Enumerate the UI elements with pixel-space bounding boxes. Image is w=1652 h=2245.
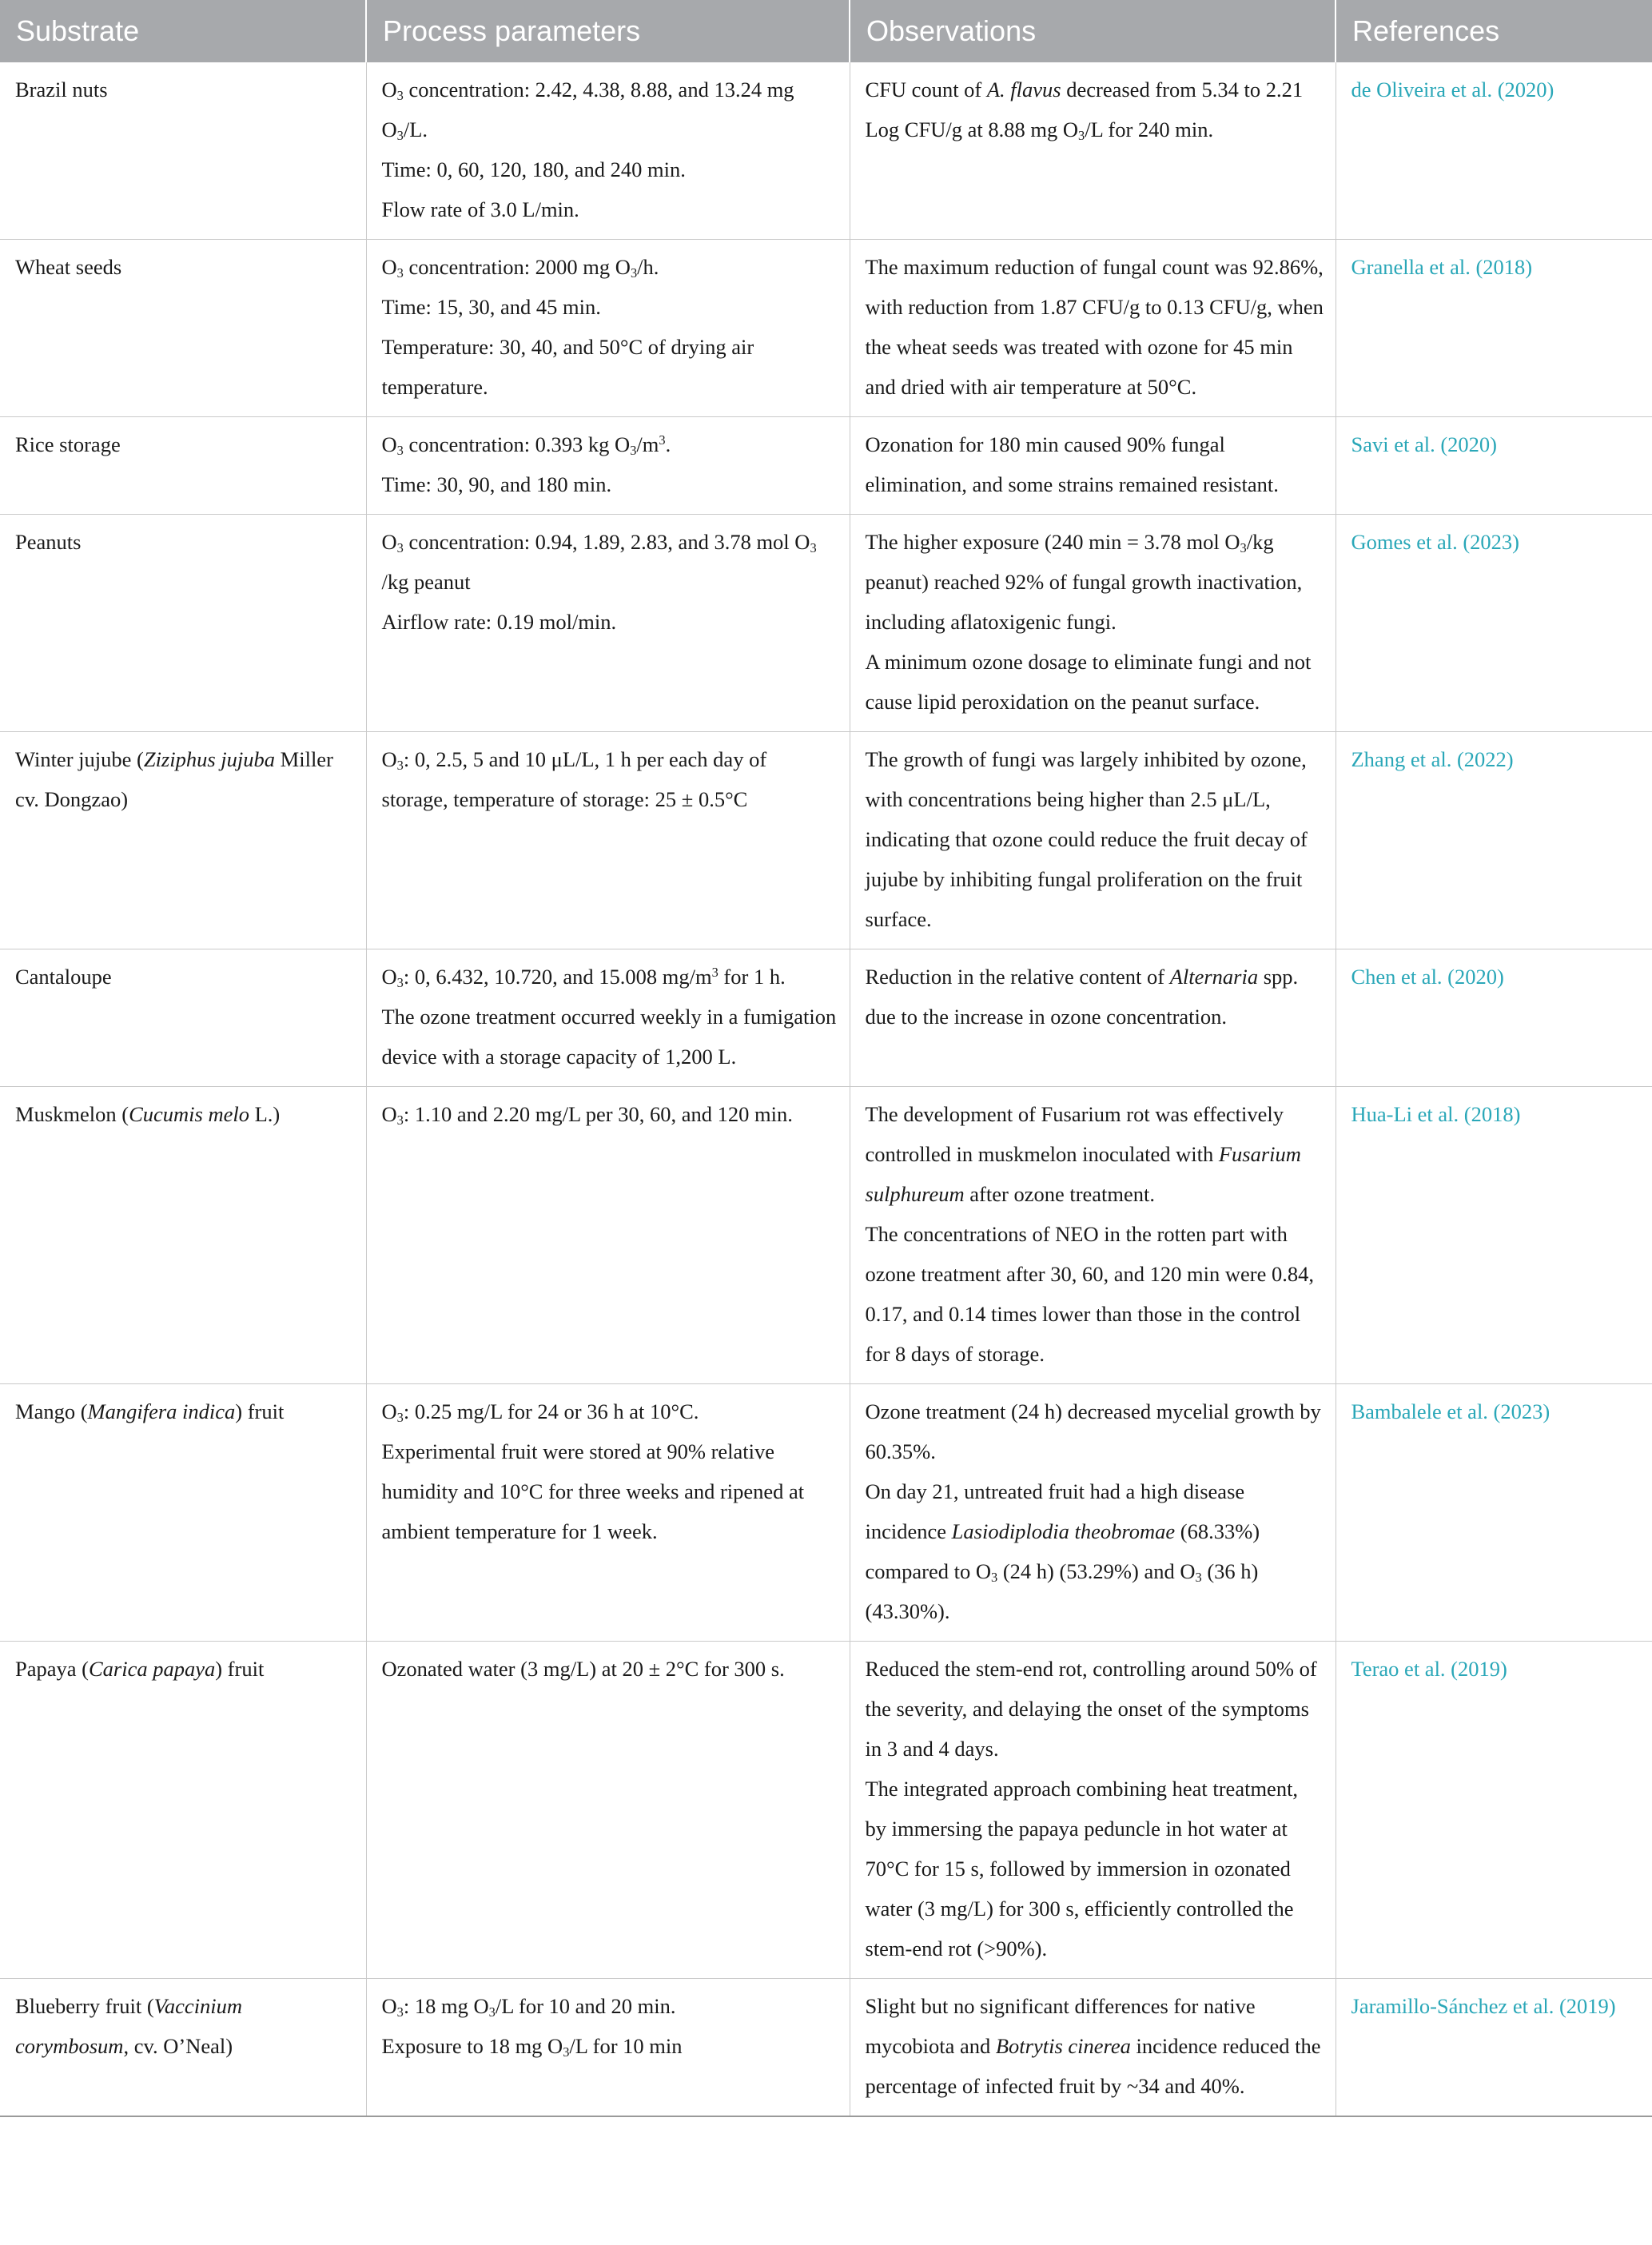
cell-paragraph: $O_3$: 0, 6.432, 10.720, and 15.008 $mg/m^3$ for 1 h. <box>381 964 786 991</box>
cell-paragraph: Time: 15, 30, and 45 min. <box>381 295 601 319</box>
observations-cell <box>850 1979 1336 2117</box>
cell-paragraph: Wheat seeds <box>15 255 122 279</box>
cell-paragraph: Rice storage <box>15 432 121 456</box>
reference-link[interactable]: Bambalele et al. (2023) <box>1351 1399 1550 1423</box>
table-row <box>0 949 1652 1087</box>
reference-cell <box>1336 1979 1652 2117</box>
cell-paragraph: Slight but no significant differences for native mycobiota and Botrytis cinerea incidence reduced the percentage of infected fruit by ~34 and 40%. <box>865 1994 1321 2098</box>
reference-link[interactable]: Chen et al. (2020) <box>1351 965 1504 989</box>
cell-paragraph: Winter jujube (Ziziphus jujuba Miller cv. Dongzao) <box>15 747 333 811</box>
reference-cell <box>1336 1384 1652 1642</box>
reference-cell <box>1336 62 1652 240</box>
process-parameters-cell <box>366 1087 850 1384</box>
cell-paragraph: Brazil nuts <box>15 78 108 102</box>
observations-cell <box>850 732 1336 949</box>
table-row <box>0 1087 1652 1384</box>
header-row <box>0 0 1652 62</box>
cell-paragraph: Time: 0, 60, 120, 180, and 240 min. <box>381 157 686 181</box>
cell-paragraph: A minimum ozone dosage to eliminate fungi and not cause lipid peroxidation on the peanut surface. <box>865 650 1312 714</box>
table-body <box>0 62 1652 2116</box>
reference-link[interactable]: Granella et al. (2018) <box>1351 255 1533 279</box>
cell-paragraph: CFU count of A. flavus decreased from 5.34 to 2.21 Log CFU/g at 8.88 mg $O_3/L$ for 240 min. <box>865 78 1304 144</box>
cell-paragraph: Flow rate of 3.0 L/min. <box>381 197 579 221</box>
substrate-cell <box>0 62 366 240</box>
cell-paragraph: Reduced the stem-end rot, controlling around 50% of the severity, and delaying the onset of the symptoms in 3 and 4 days. <box>865 1657 1317 1761</box>
cell-paragraph: Exposure to 18 mg $O_3/L$ for 10 min <box>381 2034 683 2060</box>
cell-paragraph: Peanuts <box>15 530 82 554</box>
table-row <box>0 240 1652 417</box>
reference-link[interactable]: de Oliveira et al. (2020) <box>1351 78 1554 102</box>
substrate-cell <box>0 732 366 949</box>
cell-paragraph: $O_3$: 0.25 mg/L for 24 or 36 h at 10°C. <box>381 1399 699 1426</box>
cell-paragraph: Cantaloupe <box>15 965 112 989</box>
reference-link[interactable]: Zhang et al. (2022) <box>1351 747 1514 771</box>
header-substrate: Substrate <box>0 0 366 62</box>
reference-link[interactable]: Terao et al. (2019) <box>1351 1657 1507 1681</box>
substrate-cell <box>0 1979 366 2117</box>
reference-link[interactable]: Jaramillo-Sánchez et al. (2019) <box>1351 1994 1616 2018</box>
substrate-cell <box>0 1087 366 1384</box>
cell-paragraph: Ozonation for 180 min caused 90% fungal elimination, and some strains remained resistant. <box>865 432 1279 496</box>
reference-link[interactable]: Hua-Li et al. (2018) <box>1351 1102 1521 1126</box>
observations-cell <box>850 515 1336 732</box>
table-row <box>0 1384 1652 1642</box>
cell-paragraph: Reduction in the relative content of Alternaria spp. due to the increase in ozone concentration. <box>865 965 1299 1029</box>
header-process-parameters: Process parameters <box>366 0 850 62</box>
cell-paragraph: Ozone treatment (24 h) decreased mycelial growth by 60.35%. <box>865 1399 1321 1463</box>
observations-cell <box>850 1087 1336 1384</box>
cell-paragraph: On day 21, untreated fruit had a high disease incidence Lasiodiplodia theobromae (68.33%) compared to $O_3$ (24 h) (53.29%) and $O_3$ (36 h) (43.30%). <box>865 1479 1260 1623</box>
observations-cell <box>850 417 1336 515</box>
substrate-cell <box>0 1642 366 1979</box>
reference-cell <box>1336 732 1652 949</box>
cell-paragraph: $O_3$: 0, 2.5, 5 and 10 μL/L, 1 h per each day of storage, temperature of storage: 25 ± 0.5°C <box>381 747 767 811</box>
cell-paragraph: Experimental fruit were stored at 90% relative humidity and 10°C for three weeks and ripened at ambient temperature for 1 week. <box>381 1439 805 1543</box>
cell-paragraph: The ozone treatment occurred weekly in a fumigation device with a storage capacity of 1,200 L. <box>381 1005 837 1069</box>
header-references: References <box>1336 0 1652 62</box>
header-observations: Observations <box>850 0 1336 62</box>
substrate-cell <box>0 417 366 515</box>
observations-cell <box>850 949 1336 1087</box>
process-parameters-cell <box>366 515 850 732</box>
cell-paragraph: The growth of fungi was largely inhibited by ozone, with concentrations being higher than 2.5 μL/L, indicating that ozone could reduce the fruit decay of jujube by inhibiting fungal proliferation on the fruit surface. <box>865 747 1308 931</box>
cell-paragraph: Ozonated water (3 mg/L) at 20 ± 2°C for 300 s. <box>381 1657 785 1681</box>
cell-paragraph: Papaya (Carica papaya) fruit <box>15 1657 265 1681</box>
process-parameters-cell <box>366 1979 850 2117</box>
observations-cell <box>850 62 1336 240</box>
process-parameters-cell <box>366 1384 850 1642</box>
substrate-cell <box>0 1384 366 1642</box>
cell-paragraph: $O_3$: 1.10 and 2.20 mg/L per 30, 60, and 120 min. <box>381 1102 793 1128</box>
observations-cell <box>850 1642 1336 1979</box>
table-row <box>0 1642 1652 1979</box>
cell-paragraph: The maximum reduction of fungal count was 92.86%, with reduction from 1.87 CFU/g to 0.13 CFU/g, when the wheat seeds was treated with ozone for 45 min and dried with air temperature at 50°C. <box>865 255 1324 399</box>
observations-cell <box>850 1384 1336 1642</box>
table-row <box>0 417 1652 515</box>
reference-link[interactable]: Savi et al. (2020) <box>1351 432 1498 456</box>
reference-cell <box>1336 949 1652 1087</box>
cell-paragraph: Blueberry fruit (Vaccinium corymbosum, cv. O’Neal) <box>15 1994 243 2058</box>
cell-paragraph: The integrated approach combining heat treatment, by immersing the papaya peduncle in hot water at 70°C for 15 s, followed by immersion in ozonated water (3 mg/L) for 300 s, efficiently controlled the stem-end rot (>90%). <box>865 1777 1299 1960</box>
reference-cell <box>1336 417 1652 515</box>
cell-paragraph: Mango (Mangifera indica) fruit <box>15 1399 285 1423</box>
cell-paragraph: Time: 30, 90, and 180 min. <box>381 472 612 496</box>
cell-paragraph: The higher exposure (240 min = 3.78 mol $O_3/kg$ peanut) reached 92% of fungal growth inactivation, including aflatoxigenic fungi. <box>865 530 1303 634</box>
process-parameters-cell <box>366 417 850 515</box>
cell-paragraph: $O_3$: 18 mg $O_3/L$ for 10 and 20 min. <box>381 1994 676 2020</box>
substrate-cell <box>0 240 366 417</box>
table-header <box>0 0 1652 62</box>
substrate-cell <box>0 949 366 1087</box>
cell-paragraph: The concentrations of NEO in the rotten part with ozone treatment after 30, 60, and 120 min were 0.84, 0.17, and 0.14 times lower than those in the control for 8 days of storage. <box>865 1222 1314 1366</box>
observations-cell <box>850 240 1336 417</box>
table-row <box>0 515 1652 732</box>
cell-paragraph: $O_3$ concentration: 2000 mg $O_3/h$. <box>381 255 659 281</box>
process-parameters-cell <box>366 62 850 240</box>
process-parameters-cell <box>366 240 850 417</box>
reference-cell <box>1336 1087 1652 1384</box>
reference-cell <box>1336 515 1652 732</box>
reference-cell <box>1336 240 1652 417</box>
substrate-cell <box>0 515 366 732</box>
reference-link[interactable]: Gomes et al. (2023) <box>1351 530 1519 554</box>
table-row <box>0 732 1652 949</box>
table-row <box>0 62 1652 240</box>
cell-paragraph: The development of Fusarium rot was effectively controlled in muskmelon inoculated with Fusarium sulphureum after ozone treatment. <box>865 1102 1301 1206</box>
cell-paragraph: $O_3$ concentration: 2.42, 4.38, 8.88, and 13.24 mg $O_3/L$. <box>381 78 794 144</box>
cell-paragraph: Muskmelon (Cucumis melo L.) <box>15 1102 281 1126</box>
cell-paragraph: $O_3$ concentration: 0.94, 1.89, 2.83, and 3.78 mol $O_3$ /kg peanut <box>381 530 817 594</box>
process-parameters-cell <box>366 949 850 1087</box>
table-row <box>0 1979 1652 2117</box>
process-parameters-cell <box>366 732 850 949</box>
cell-paragraph: Temperature: 30, 40, and 50°C of drying air temperature. <box>381 335 754 399</box>
process-parameters-cell <box>366 1642 850 1979</box>
reference-cell <box>1336 1642 1652 1979</box>
cell-paragraph: $O_3$ concentration: 0.393 kg $O_3/m^3$. <box>381 432 671 459</box>
cell-paragraph: Airflow rate: 0.19 mol/min. <box>381 610 617 634</box>
